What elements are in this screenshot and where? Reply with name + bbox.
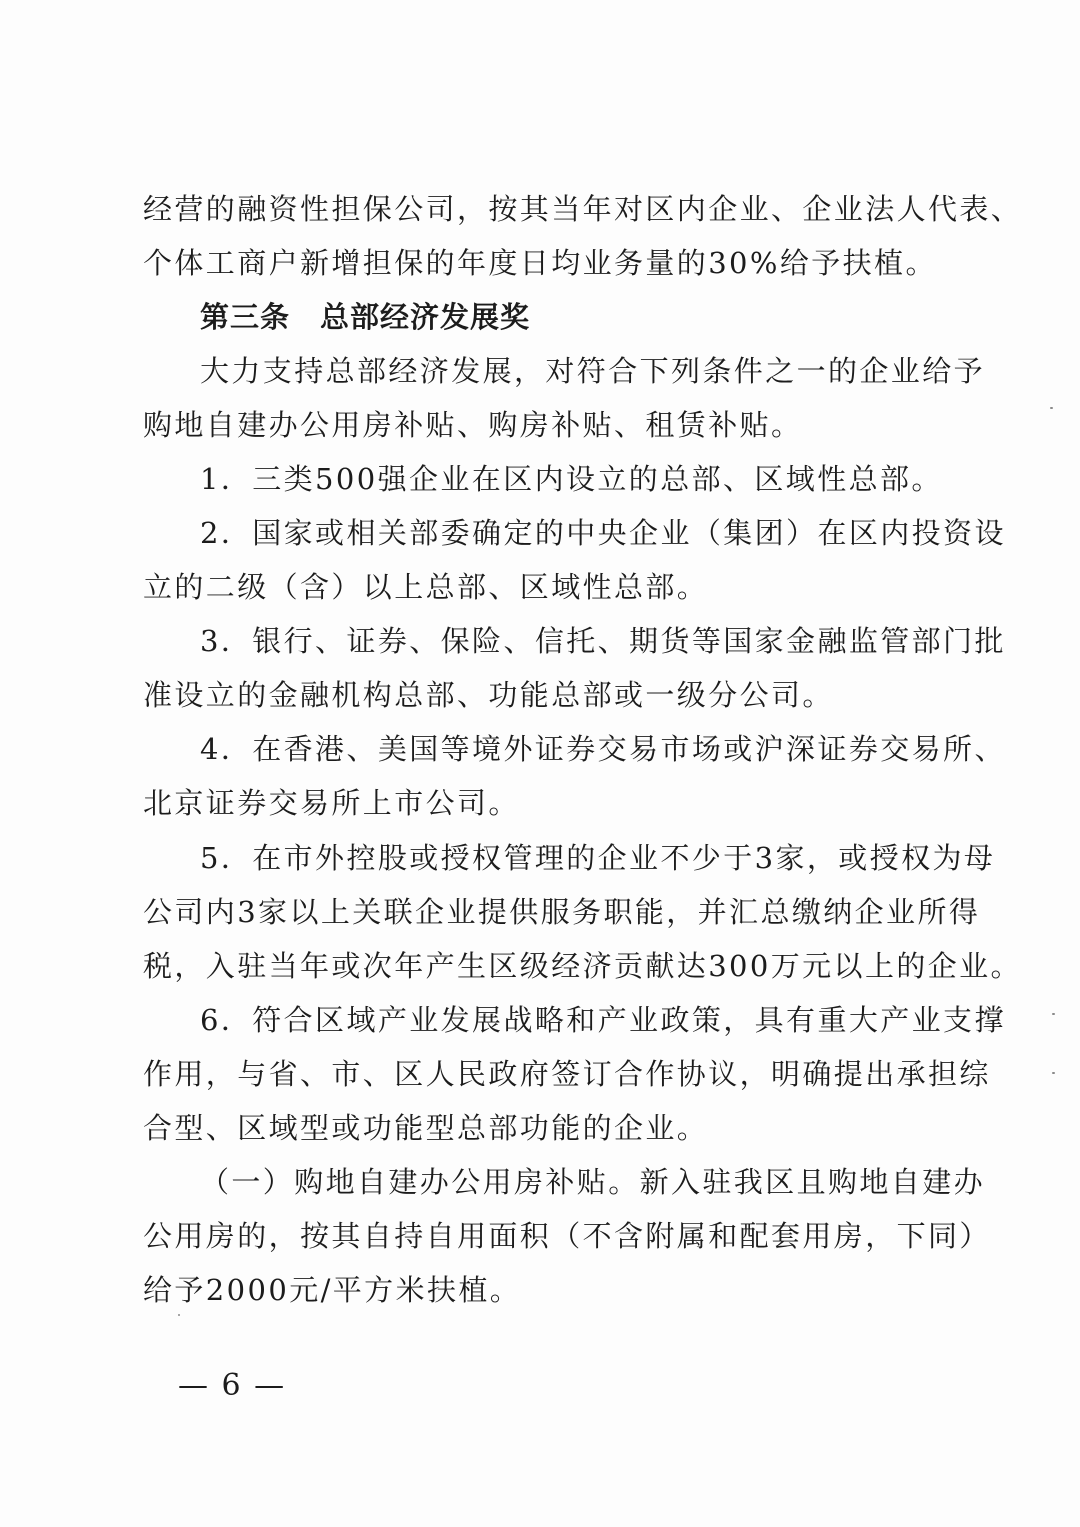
- list-item-line: 税，入驻当年或次年产生区级经济贡献达300万元以上的企业。: [143, 949, 1022, 983]
- page-number: — 6 —: [178, 1368, 287, 1403]
- list-item-line: 6．符合区域产业发展战略和产业政策，具有重大产业支撑: [200, 1003, 1006, 1037]
- list-item-line: 公司内3家以上关联企业提供服务职能，并汇总缴纳企业所得: [143, 895, 981, 929]
- paragraph-line: （一）购地自建办公用房补贴。新入驻我区且购地自建办: [200, 1165, 986, 1199]
- list-item-line: 4．在香港、美国等境外证券交易市场或沪深证券交易所、: [200, 732, 1006, 766]
- list-item-line: 3．银行、证券、保险、信托、期货等国家金融监管部门批: [200, 624, 1006, 658]
- paragraph-line: 公用房的，按其自持自用面积（不含附属和配套用房，下同）: [143, 1219, 991, 1253]
- article-heading: [200, 299, 1000, 335]
- list-item-line: 作用，与省、市、区人民政府签订合作协议，明确提出承担综: [143, 1057, 991, 1091]
- article-title: 总部经济发展奖: [320, 300, 531, 334]
- list-item-line: 准设立的金融机构总部、功能总部或一级分公司。: [143, 678, 834, 712]
- article-number: 第三条: [200, 300, 291, 334]
- list-item-line: 合型、区域型或功能型总部功能的企业。: [143, 1111, 709, 1145]
- list-item-line: 2．国家或相关部委确定的中央企业（集团）在区内投资设: [200, 516, 1006, 550]
- list-item-line: 1．三类500强企业在区内设立的总部、区域性总部。: [200, 462, 943, 496]
- paragraph-line: 购地自建办公用房补贴、购房补贴、租赁补贴。: [143, 408, 803, 442]
- scan-speck: [1052, 1072, 1055, 1074]
- scan-speck: [178, 1314, 180, 1316]
- paragraph-line: 个体工商户新增担保的年度日均业务量的30%给予扶植。: [143, 246, 937, 280]
- list-item-line: 北京证券交易所上市公司。: [143, 786, 520, 820]
- paragraph-line: 给予2000元/平方米扶植。: [143, 1273, 522, 1307]
- scan-speck: [1052, 1013, 1055, 1015]
- list-item-line: 立的二级（含）以上总部、区域性总部。: [143, 570, 709, 604]
- list-item-line: 5．在市外控股或授权管理的企业不少于3家，或授权为母: [200, 841, 996, 875]
- paragraph-line: 大力支持总部经济发展，对符合下列条件之一的企业给予: [200, 354, 986, 388]
- scan-speck: [1050, 407, 1053, 409]
- paragraph-line: 经营的融资性担保公司，按其当年对区内企业、企业法人代表、: [143, 192, 1023, 226]
